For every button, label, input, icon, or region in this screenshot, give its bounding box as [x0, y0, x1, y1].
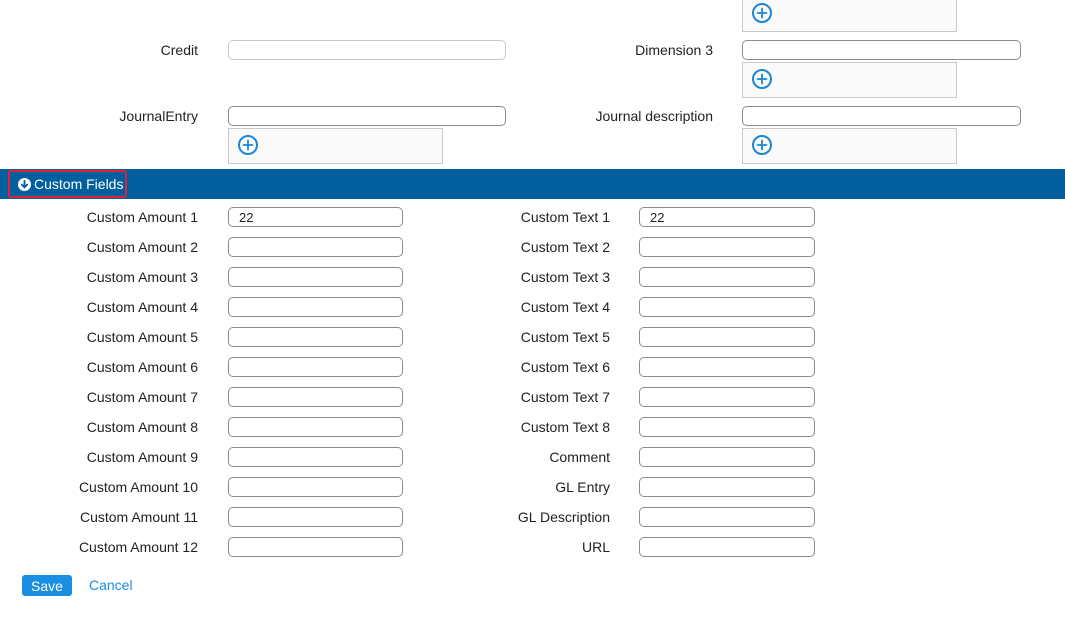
custom-fields-section-bar	[0, 169, 1065, 199]
field-label: Custom Text 2	[520, 239, 610, 255]
custom-amount-7-input[interactable]	[228, 387, 403, 407]
custom-amount-6-input[interactable]	[228, 357, 403, 377]
plus-circle-icon[interactable]	[752, 69, 772, 89]
custom-amount-4-input[interactable]	[228, 297, 403, 317]
circle-arrow-down-icon	[18, 178, 31, 191]
save-button[interactable]: Save	[22, 575, 72, 596]
plus-circle-icon[interactable]	[752, 3, 772, 23]
field-label: GL Entry	[555, 479, 610, 495]
field-label: Custom Text 7	[520, 389, 610, 405]
field-label: Custom Amount 1	[86, 209, 198, 225]
custom-amount-12-input[interactable]	[228, 537, 403, 557]
custom-text-8-input[interactable]	[639, 417, 815, 437]
field-label: Custom Amount 4	[86, 299, 198, 315]
custom-text-2-input[interactable]	[639, 237, 815, 257]
plus-circle-icon[interactable]	[238, 135, 258, 155]
custom-text-4-input[interactable]	[639, 297, 815, 317]
gl-entry-input[interactable]	[639, 477, 815, 497]
field-label: Custom Text 4	[520, 299, 610, 315]
custom-amount-1-input[interactable]	[228, 207, 403, 227]
field-label: Custom Amount 7	[86, 389, 198, 405]
custom-amount-3-input[interactable]	[228, 267, 403, 287]
custom-amount-5-input[interactable]	[228, 327, 403, 347]
field-label: Custom Amount 2	[86, 239, 198, 255]
field-label: Custom Text 8	[520, 419, 610, 435]
field-label: Custom Amount 5	[86, 329, 198, 345]
custom-text-1-input[interactable]	[639, 207, 815, 227]
field-label: Custom Text 5	[520, 329, 610, 345]
credit-input[interactable]	[228, 40, 506, 60]
custom-amount-9-input[interactable]	[228, 447, 403, 467]
custom-amount-8-input[interactable]	[228, 417, 403, 437]
field-label: Custom Amount 8	[86, 419, 198, 435]
comment-input[interactable]	[639, 447, 815, 467]
journal-description-label: Journal description	[595, 108, 713, 124]
field-label: Custom Amount 3	[86, 269, 198, 285]
custom-amount-2-input[interactable]	[228, 237, 403, 257]
custom-amount-10-input[interactable]	[228, 477, 403, 497]
field-label: Custom Amount 11	[79, 509, 198, 525]
add-item-box	[742, 0, 957, 32]
dimension3-input[interactable]	[742, 40, 1021, 60]
custom-fields-title: Custom Fields	[34, 176, 124, 192]
add-item-box	[228, 128, 443, 164]
custom-fields-toggle[interactable]	[8, 170, 127, 198]
plus-circle-icon[interactable]	[752, 135, 772, 155]
dimension3-label: Dimension 3	[635, 42, 713, 58]
field-label: Custom Amount 12	[78, 539, 198, 555]
field-label: Custom Text 3	[520, 269, 610, 285]
field-label: Custom Amount 10	[78, 479, 198, 495]
cancel-link[interactable]: Cancel	[89, 577, 133, 593]
custom-text-6-input[interactable]	[639, 357, 815, 377]
url-input[interactable]	[639, 537, 815, 557]
custom-amount-11-input[interactable]	[228, 507, 403, 527]
field-label: Custom Amount 6	[86, 359, 198, 375]
journal-description-input[interactable]	[742, 106, 1021, 126]
add-item-box	[742, 62, 957, 98]
field-label: Custom Amount 9	[86, 449, 198, 465]
credit-label: Credit	[160, 42, 198, 58]
custom-text-3-input[interactable]	[639, 267, 815, 287]
custom-text-5-input[interactable]	[639, 327, 815, 347]
custom-text-7-input[interactable]	[639, 387, 815, 407]
journal-entry-input[interactable]	[228, 106, 506, 126]
add-item-box	[742, 128, 957, 164]
field-label: Custom Text 6	[520, 359, 610, 375]
field-label: Comment	[549, 449, 610, 465]
journal-entry-label: JournalEntry	[119, 108, 198, 124]
field-label: Custom Text 1	[520, 209, 610, 225]
field-label: URL	[581, 539, 610, 555]
gl-description-input[interactable]	[639, 507, 815, 527]
field-label: GL Description	[517, 509, 610, 525]
